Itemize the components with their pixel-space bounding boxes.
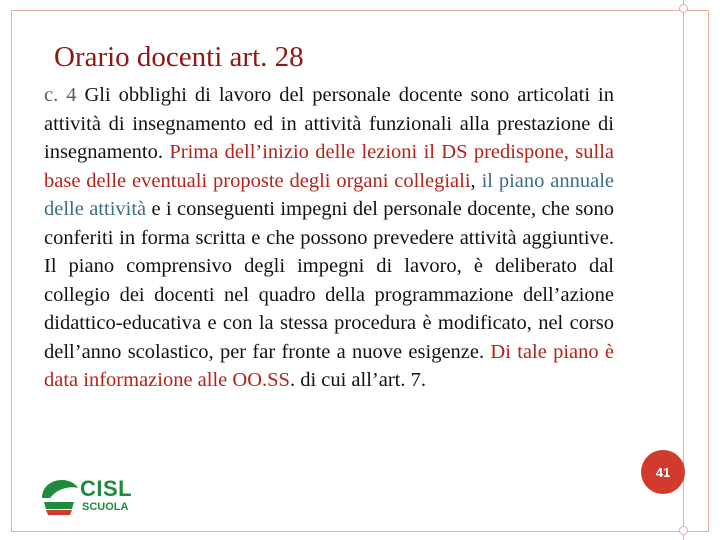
paragraph-text: e i conseguenti impegni del personale docente, che sono conferiti in forma scritta e che possono prevedere attività aggiuntive. Il piano comprensivo degli impegni di lavoro, è deliberato dal collegio dei docenti nel quadro della programmazione dell’azione didattico-educativa e con la stessa procedura è modificato, nel corso dell’anno scolastico, per far fronte a nuove esigenze. (44, 198, 615, 363)
paragraph-number: c. 4 (44, 84, 85, 106)
logo-wordmark: CISL (80, 476, 133, 501)
slide-title: Orario docenti art. 28 (54, 41, 304, 73)
highlight-red-text: Prima dell’inizio delle lezioni il DS predispone, sulla base delle eventuali proposte degli organi collegiali (44, 141, 614, 192)
cisl-emblem-icon (40, 476, 80, 516)
highlight-teal-text: il piano annuale delle attività (44, 169, 615, 220)
rail-dot-bottom (679, 526, 688, 535)
paragraph-text: Gli obblighi di lavoro del personale docente sono articolati in attività di insegnamento ed in attività funzionali alla prestazione di insegnamento. (44, 84, 614, 163)
article-paragraph (44, 81, 614, 395)
highlight-red-text: Di tale piano è data informazione alle OO.SS (44, 340, 615, 391)
paragraph-text: . di cui all’art. 7. (289, 369, 426, 391)
cisl-scuola-logo (40, 474, 160, 520)
page-number-badge: 41 (641, 450, 685, 494)
logo-subtitle: SCUOLA (82, 501, 129, 513)
paragraph-text: , (470, 169, 482, 192)
rail-dot-top (679, 4, 688, 13)
decorative-rail (683, 0, 684, 540)
